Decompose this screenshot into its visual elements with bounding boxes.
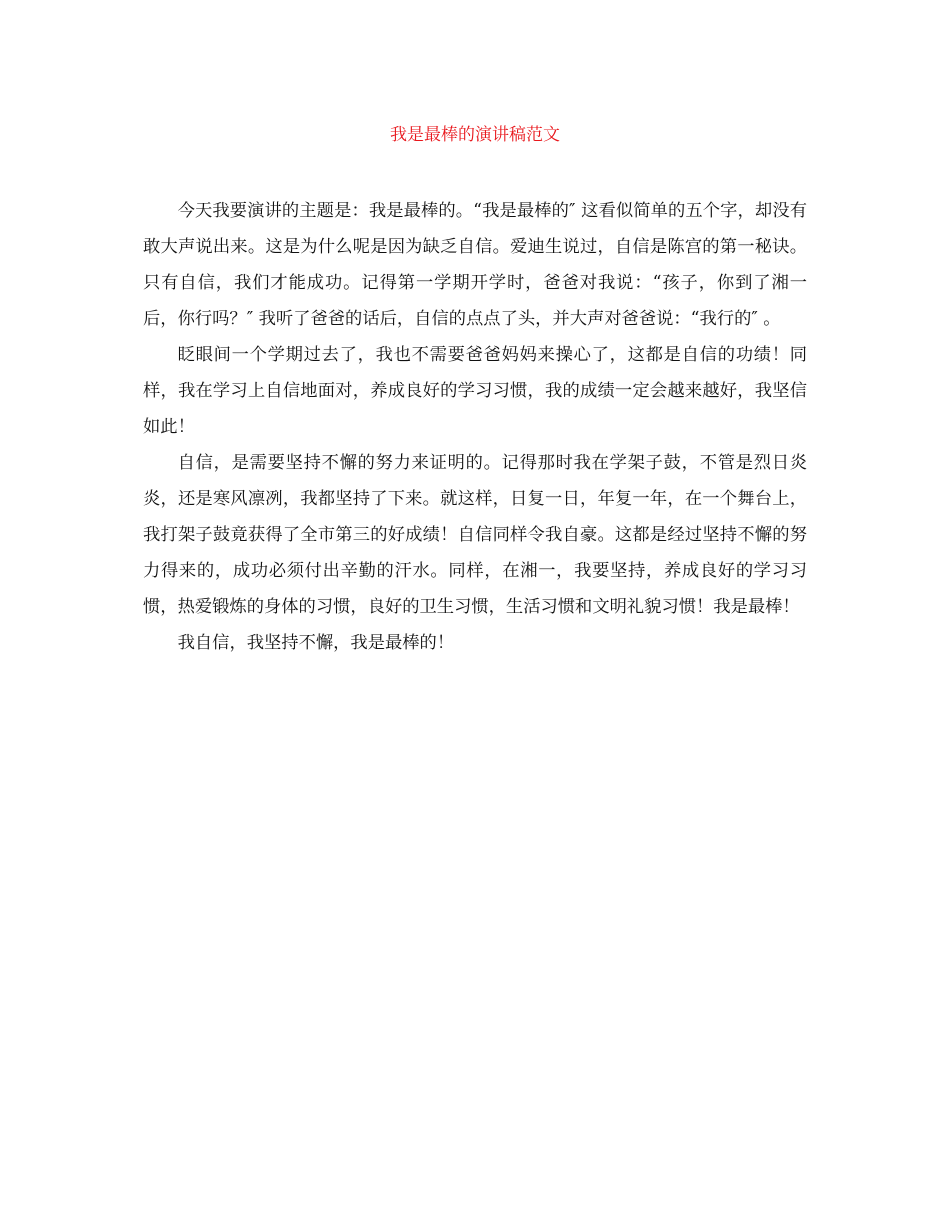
paragraph-3: 自信，是需要坚持不懈的努力来证明的。记得那时我在学架子鼓，不管是烈日炎炎，还是寒风凛冽，我都坚持了下来。就这样，日复一日，年复一年，在一个舞台上，我打架子鼓竟获得了全市第三的好成绩！自信同样令我自豪。这都是经过坚持不懈的努力得来的，成功必须付出辛勤的汗水。同样，在湘一，我要坚持，养成良好的学习习惯，热爱锻炼的身体的习惯，良好的卫生习惯，生活习惯和文明礼貌习惯！我是最棒！ [143, 453, 807, 617]
paragraph-2: 眨眼间一个学期过去了，我也不需要爸爸妈妈来操心了，这都是自信的功绩！同样，我在学习上自信地面对，养成良好的学习习惯，我的成绩一定会越来越好，我坚信如此！ [143, 345, 807, 437]
document-title: 我是最棒的演讲稿范文 [390, 125, 560, 145]
document-body [143, 193, 807, 661]
paragraph-1: 今天我要演讲的主题是：我是最棒的。“我是最棒的″ 这看似简单的五个字，却没有敢大声说出来。这是为什么呢是因为缺乏自信。爱迪生说过，自信是陈宫的第一秘诀。只有自信，我们才能成功。记得第一学期开学时，爸爸对我说：“孩子，你到了湘一后，你行吗？″ 我听了爸爸的话后，自信的点点了头，并大声对爸爸说：“我行的″ 。 [143, 201, 807, 329]
paragraph-4: 我自信，我坚持不懈，我是最棒的！ [177, 633, 455, 653]
